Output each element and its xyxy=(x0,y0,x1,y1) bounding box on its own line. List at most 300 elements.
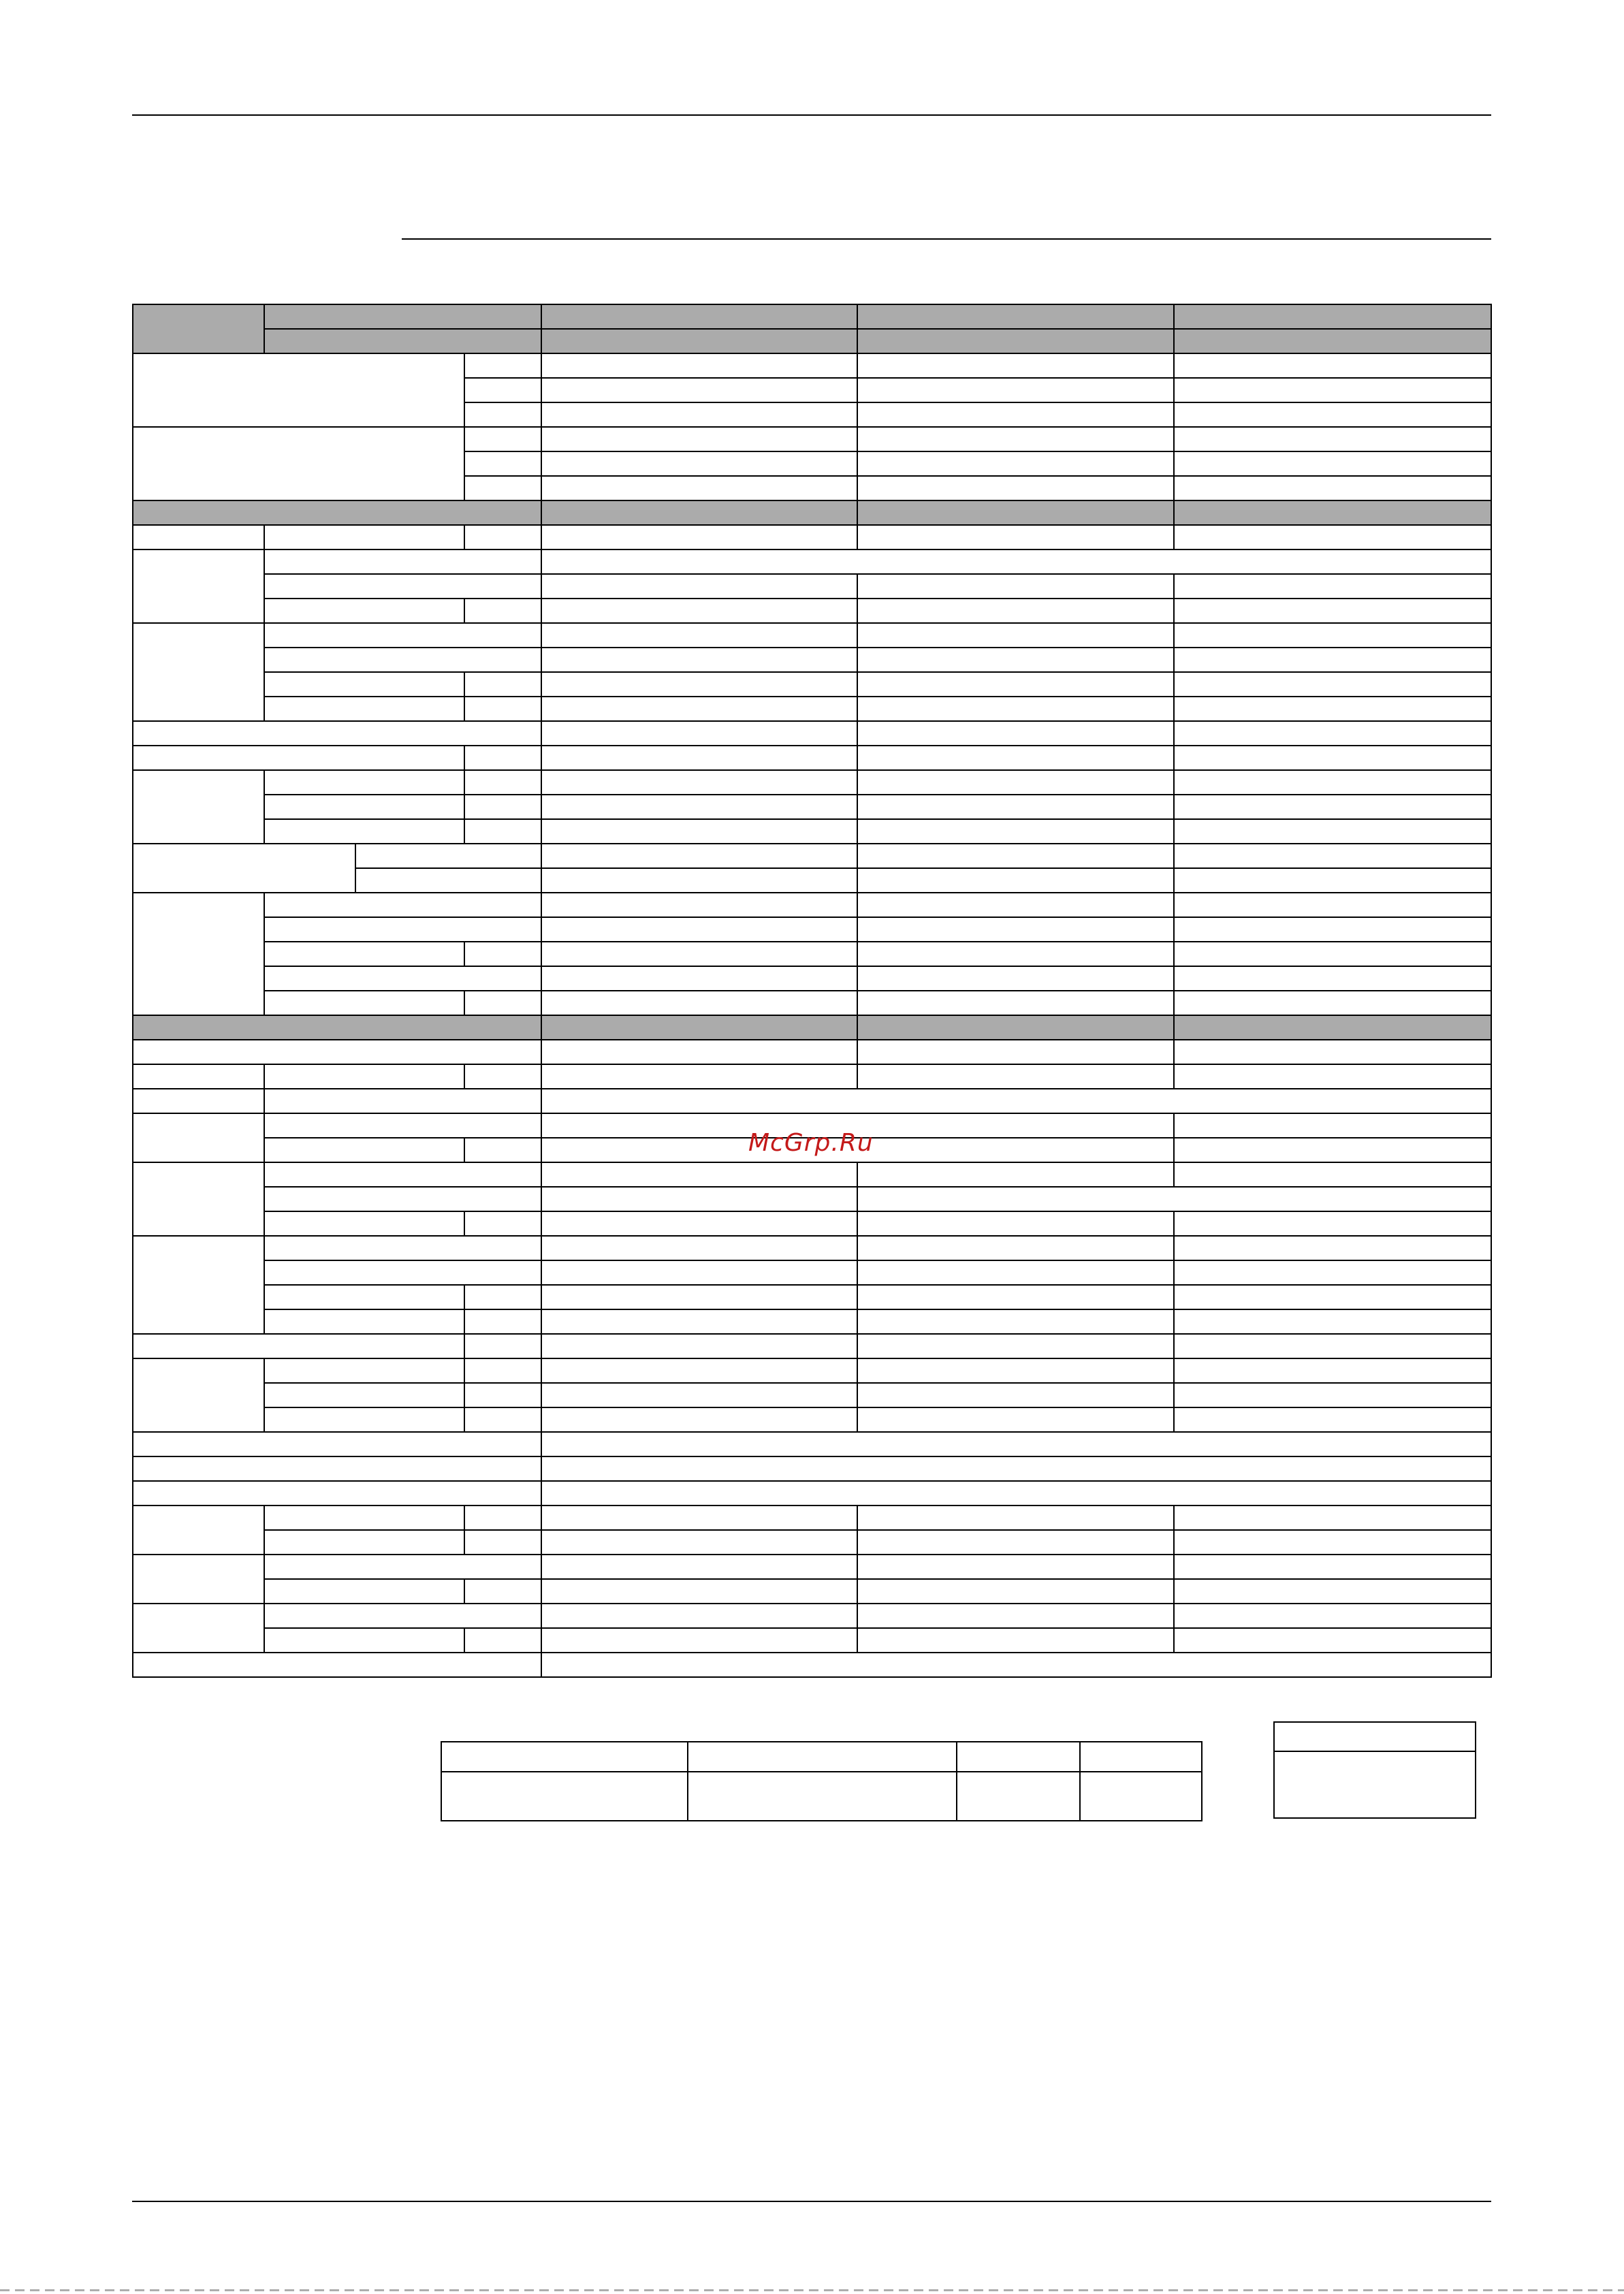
table-grid-line xyxy=(857,1309,1175,1310)
table-cell xyxy=(857,1064,1173,1088)
table-grid-line xyxy=(1173,1260,1175,1286)
table-grid-line xyxy=(541,818,858,820)
table-grid-line xyxy=(132,892,265,893)
table-cell xyxy=(132,1358,264,1382)
table-cell xyxy=(132,990,264,1015)
table-grid-line xyxy=(132,353,133,379)
table-cell xyxy=(541,1431,1491,1456)
table-grid-line xyxy=(132,1235,133,1261)
table-grid-line xyxy=(1491,475,1492,501)
table-cell xyxy=(264,304,541,328)
table-grid-line xyxy=(464,1578,542,1580)
table-grid-line xyxy=(264,1211,265,1237)
table-cell xyxy=(1173,524,1491,549)
table-grid-line xyxy=(1491,1211,1492,1237)
table-grid-line xyxy=(264,304,542,305)
table-grid-line xyxy=(132,1186,133,1212)
table-grid-line xyxy=(264,990,265,1016)
table-cell xyxy=(132,1578,264,1603)
table-grid-line xyxy=(1173,647,1175,673)
table-grid-line xyxy=(541,794,858,795)
table-cell xyxy=(1173,1260,1491,1284)
table-cell xyxy=(1173,426,1491,451)
table-grid-line xyxy=(132,1627,133,1653)
table-grid-line xyxy=(1491,377,1492,403)
table-cell xyxy=(1173,1554,1491,1578)
table-grid-line xyxy=(132,1333,465,1335)
table-grid-line xyxy=(541,353,542,379)
table-grid-line xyxy=(541,966,858,967)
table-cell xyxy=(264,917,541,941)
table-grid-line xyxy=(1173,696,1175,722)
table-grid-line xyxy=(132,598,133,624)
table-cell xyxy=(464,353,541,377)
table-cell xyxy=(857,1333,1173,1358)
table-grid-line xyxy=(132,500,133,526)
table-grid-line xyxy=(132,573,133,599)
table-grid-line xyxy=(1491,1333,1492,1359)
rating-grid-line xyxy=(687,1741,688,1821)
footer-rule xyxy=(132,2201,1491,2202)
table-grid-line xyxy=(464,941,542,942)
table-cell xyxy=(464,1358,541,1382)
table-grid-line xyxy=(541,328,858,330)
table-grid-line xyxy=(857,1603,1175,1604)
table-cell xyxy=(132,843,355,867)
table-grid-line xyxy=(132,1333,133,1359)
table-cell xyxy=(132,1627,264,1652)
table-grid-line xyxy=(264,1284,465,1286)
table-grid-line xyxy=(541,1260,542,1286)
table-cell xyxy=(541,769,857,794)
table-grid-line xyxy=(264,671,465,673)
table-grid-line xyxy=(1491,402,1492,428)
table-grid-line xyxy=(857,941,858,967)
note-grid-line xyxy=(1273,1721,1275,1819)
table-cell xyxy=(1173,1578,1491,1603)
table-grid-line xyxy=(541,671,542,697)
table-cell xyxy=(464,451,541,475)
table-grid-line xyxy=(264,622,542,624)
table-grid-line xyxy=(1173,451,1492,452)
table-grid-line xyxy=(464,598,542,599)
table-cell xyxy=(541,377,857,402)
table-grid-line xyxy=(1173,1358,1175,1384)
table-grid-line xyxy=(464,1284,542,1286)
table-cell xyxy=(132,1235,264,1260)
table-grid-line xyxy=(132,1309,133,1335)
table-grid-line xyxy=(1173,990,1175,1016)
table-grid-line xyxy=(1491,1015,1492,1040)
table-cell xyxy=(857,1627,1173,1652)
table-grid-line xyxy=(264,671,265,697)
table-cell xyxy=(541,1603,857,1627)
table-grid-line xyxy=(132,304,133,330)
table-cell xyxy=(541,1260,857,1284)
table-grid-line xyxy=(264,1113,265,1138)
table-grid-line xyxy=(857,1284,1175,1286)
table-grid-line xyxy=(1173,769,1175,795)
table-cell xyxy=(541,524,857,549)
table-grid-line xyxy=(132,1505,265,1506)
table-grid-line xyxy=(857,1186,858,1212)
table-cell xyxy=(264,573,541,598)
table-grid-line xyxy=(1491,328,1492,354)
table-cell xyxy=(541,647,857,671)
table-grid-line xyxy=(264,1260,542,1261)
table-cell xyxy=(541,1015,857,1039)
table-cell xyxy=(132,1505,264,1529)
table-cell xyxy=(541,475,857,500)
table-cell xyxy=(541,1529,857,1554)
note-grid-line xyxy=(1475,1721,1476,1819)
table-grid-line xyxy=(857,1358,858,1384)
table-cell xyxy=(264,818,464,843)
table-cell xyxy=(857,1358,1173,1382)
table-grid-line xyxy=(464,1137,465,1163)
table-cell xyxy=(464,1529,541,1554)
table-grid-line xyxy=(464,1505,465,1531)
table-cell xyxy=(132,892,264,917)
table-cell xyxy=(541,549,1491,573)
table-grid-line xyxy=(132,524,265,526)
table-cell xyxy=(464,1284,541,1309)
table-grid-line xyxy=(541,1333,858,1335)
table-cell xyxy=(541,745,857,769)
table-cell xyxy=(1173,402,1491,426)
watermark-logo: McGrp.Ru xyxy=(748,1129,874,1157)
table-cell xyxy=(541,1456,1491,1480)
table-grid-line xyxy=(857,647,858,673)
table-cell xyxy=(541,843,857,867)
table-grid-line xyxy=(1173,524,1492,526)
table-grid-line xyxy=(464,1627,465,1653)
table-cell xyxy=(132,794,264,818)
table-grid-line xyxy=(132,1088,133,1114)
table-grid-line xyxy=(541,818,542,844)
table-cell xyxy=(857,451,1173,475)
table-grid-line xyxy=(1491,622,1492,648)
table-grid-line xyxy=(541,696,542,722)
table-grid-line xyxy=(857,794,1175,795)
table-grid-line xyxy=(541,500,542,526)
table-grid-line xyxy=(464,1529,542,1531)
table-grid-line xyxy=(1173,475,1175,501)
table-grid-line xyxy=(541,1603,542,1629)
table-grid-line xyxy=(541,451,858,452)
table-cell xyxy=(541,1039,857,1064)
table-cell xyxy=(132,549,264,573)
table-grid-line xyxy=(857,426,858,452)
table-grid-line xyxy=(541,500,858,501)
table-cell xyxy=(1173,1627,1491,1652)
table-cell xyxy=(132,1480,541,1505)
table-cell xyxy=(264,1309,464,1333)
table-cell xyxy=(264,1358,464,1382)
table-grid-line xyxy=(1491,500,1492,526)
table-cell xyxy=(132,1162,264,1186)
table-cell xyxy=(264,647,541,671)
table-cell xyxy=(1173,966,1491,990)
table-grid-line xyxy=(541,1260,858,1261)
table-cell xyxy=(355,867,541,892)
table-grid-line xyxy=(541,1039,858,1040)
table-grid-line xyxy=(264,1235,265,1261)
table-cell xyxy=(857,794,1173,818)
table-grid-line xyxy=(541,1186,858,1188)
table-grid-line xyxy=(1173,769,1492,771)
table-cell xyxy=(264,1137,464,1162)
table-grid-line xyxy=(541,1456,542,1482)
table-grid-line xyxy=(132,1015,542,1016)
table-grid-line xyxy=(857,696,858,722)
table-grid-line xyxy=(857,524,858,550)
table-cell xyxy=(464,745,541,769)
table-grid-line xyxy=(1173,794,1492,795)
table-grid-line xyxy=(132,1039,133,1065)
rating-grid-line xyxy=(1079,1741,1081,1821)
table-grid-line xyxy=(1491,671,1492,697)
table-cell xyxy=(857,818,1173,843)
table-grid-line xyxy=(264,794,265,820)
table-grid-line xyxy=(1173,1603,1175,1629)
table-cell xyxy=(264,1627,464,1652)
table-cell xyxy=(1173,794,1491,818)
table-cell xyxy=(857,328,1173,353)
table-grid-line xyxy=(1173,304,1492,305)
table-grid-line xyxy=(264,1529,465,1531)
table-grid-line xyxy=(264,696,465,697)
table-cell xyxy=(1173,573,1491,598)
table-grid-line xyxy=(1173,377,1492,379)
table-grid-line xyxy=(857,598,858,624)
table-grid-line xyxy=(132,1113,265,1114)
table-grid-line xyxy=(264,966,542,967)
table-grid-line xyxy=(464,475,542,477)
table-cell xyxy=(541,1333,857,1358)
table-grid-line xyxy=(1173,1603,1492,1604)
table-grid-line xyxy=(264,549,265,575)
table-cell xyxy=(857,769,1173,794)
table-grid-line xyxy=(132,794,133,820)
table-grid-line xyxy=(1173,867,1175,893)
table-grid-line xyxy=(1491,1407,1492,1433)
table-grid-line xyxy=(264,304,265,330)
table-grid-line xyxy=(857,304,1175,305)
table-grid-line xyxy=(264,892,542,893)
table-cell xyxy=(857,647,1173,671)
table-grid-line xyxy=(541,941,858,942)
table-cell xyxy=(541,867,857,892)
table-grid-line xyxy=(132,1162,265,1163)
table-grid-line xyxy=(857,1382,858,1408)
table-cell xyxy=(132,1039,541,1064)
table-grid-line xyxy=(264,794,465,795)
table-grid-line xyxy=(464,1407,465,1433)
table-grid-line xyxy=(264,328,265,354)
table-cell xyxy=(132,696,264,720)
table-cell xyxy=(464,1382,541,1407)
table-grid-line xyxy=(264,1627,465,1629)
table-cell xyxy=(132,377,464,402)
table-grid-line xyxy=(541,917,858,918)
table-cell xyxy=(464,426,541,451)
table-grid-line xyxy=(1491,647,1492,673)
table-cell xyxy=(857,1529,1173,1554)
table-grid-line xyxy=(857,1015,1175,1016)
table-grid-line xyxy=(1491,769,1492,795)
table-grid-line xyxy=(1173,1039,1175,1065)
table-grid-line xyxy=(541,1480,1492,1482)
table-grid-line xyxy=(264,769,465,771)
table-cell xyxy=(1173,843,1491,867)
table-cell xyxy=(132,1186,264,1211)
table-cell xyxy=(1173,353,1491,377)
table-cell xyxy=(264,671,464,696)
table-grid-line xyxy=(857,598,1175,599)
table-grid-line xyxy=(857,328,1175,330)
table-grid-line xyxy=(1173,671,1492,673)
table-grid-line xyxy=(264,1186,542,1188)
table-cell xyxy=(264,524,464,549)
table-grid-line xyxy=(132,1603,265,1604)
table-grid-line xyxy=(264,1382,265,1408)
table-grid-line xyxy=(132,1211,133,1237)
table-grid-line xyxy=(541,843,858,844)
table-grid-line xyxy=(541,377,858,379)
table-cell xyxy=(264,1260,541,1284)
table-cell xyxy=(541,1554,857,1578)
table-grid-line xyxy=(464,1064,465,1089)
table-grid-line xyxy=(541,1333,542,1359)
table-grid-line xyxy=(857,647,1175,648)
table-cell xyxy=(541,1578,857,1603)
table-grid-line xyxy=(541,1113,542,1138)
table-grid-line xyxy=(264,769,265,795)
table-grid-line xyxy=(1173,818,1492,820)
table-grid-line xyxy=(132,1431,542,1433)
table-grid-line xyxy=(132,549,133,575)
table-cell xyxy=(541,426,857,451)
table-grid-line xyxy=(264,1113,542,1114)
note-grid-line xyxy=(1273,1721,1475,1723)
table-grid-line xyxy=(132,1137,133,1163)
table-grid-line xyxy=(464,598,465,624)
table-cell xyxy=(541,402,857,426)
table-cell xyxy=(464,377,541,402)
table-grid-line xyxy=(132,769,133,795)
table-grid-line xyxy=(1173,1162,1492,1163)
table-grid-line xyxy=(857,1260,1175,1261)
table-grid-line xyxy=(1173,1284,1175,1310)
table-cell xyxy=(264,1064,464,1088)
table-grid-line xyxy=(1491,1578,1492,1604)
table-grid-line xyxy=(857,1064,1175,1065)
table-cell xyxy=(132,451,464,475)
table-grid-line xyxy=(857,671,858,697)
table-grid-line xyxy=(1491,1358,1492,1384)
table-grid-line xyxy=(132,671,133,697)
table-cell xyxy=(541,1627,857,1652)
table-grid-line xyxy=(264,917,542,918)
note-grid-line xyxy=(1273,1817,1475,1819)
table-grid-line xyxy=(132,500,542,501)
table-grid-line xyxy=(1173,647,1492,648)
table-cell xyxy=(1173,1309,1491,1333)
table-grid-line xyxy=(857,1554,858,1580)
table-grid-line xyxy=(132,1480,133,1506)
table-cell xyxy=(541,1162,857,1186)
table-cell xyxy=(541,1505,857,1529)
table-grid-line xyxy=(264,1309,265,1335)
table-cell xyxy=(1173,377,1491,402)
table-cell xyxy=(857,1578,1173,1603)
table-cell xyxy=(132,1529,264,1554)
table-grid-line xyxy=(541,475,858,477)
table-cell xyxy=(464,671,541,696)
table-cell xyxy=(464,769,541,794)
table-cell xyxy=(857,1211,1173,1235)
table-grid-line xyxy=(541,1088,1492,1089)
table-cell xyxy=(1173,1039,1491,1064)
table-grid-line xyxy=(464,794,465,820)
table-grid-line xyxy=(1173,966,1175,991)
table-grid-line xyxy=(1173,1113,1492,1114)
table-grid-line xyxy=(857,1529,858,1555)
table-grid-line xyxy=(464,1358,542,1359)
table-cell xyxy=(1173,1235,1491,1260)
table-grid-line xyxy=(1173,1407,1175,1433)
table-grid-line xyxy=(264,1137,465,1138)
table-cell xyxy=(132,671,264,696)
table-grid-line xyxy=(1491,1260,1492,1286)
table-grid-line xyxy=(857,475,1175,477)
table-grid-line xyxy=(1491,1382,1492,1408)
table-cell xyxy=(132,353,464,377)
note-grid-line xyxy=(1273,1751,1475,1752)
table-grid-line xyxy=(264,622,265,648)
table-grid-line xyxy=(264,1064,465,1065)
table-grid-line xyxy=(541,794,542,820)
table-grid-line xyxy=(541,549,1492,550)
table-cell xyxy=(464,1627,541,1652)
rating-grid-line xyxy=(956,1741,957,1821)
table-grid-line xyxy=(132,1358,133,1384)
table-cell xyxy=(464,696,541,720)
table-grid-line xyxy=(541,451,542,477)
table-grid-line xyxy=(264,598,465,599)
table-grid-line xyxy=(541,1407,542,1433)
table-grid-line xyxy=(1173,451,1175,477)
table-grid-line xyxy=(857,671,1175,673)
table-cell xyxy=(264,990,464,1015)
table-grid-line xyxy=(857,622,1175,624)
table-cell xyxy=(1173,917,1491,941)
table-cell xyxy=(264,769,464,794)
table-cell xyxy=(464,941,541,966)
table-grid-line xyxy=(1173,426,1175,452)
table-grid-line xyxy=(132,1554,265,1555)
table-cell xyxy=(1173,696,1491,720)
table-grid-line xyxy=(132,745,465,746)
table-grid-line xyxy=(1491,794,1492,820)
table-grid-line xyxy=(464,1211,465,1237)
table-cell xyxy=(132,647,264,671)
table-grid-line xyxy=(464,1382,542,1384)
table-cell xyxy=(541,573,857,598)
table-cell xyxy=(464,475,541,500)
table-grid-line xyxy=(541,1284,542,1310)
